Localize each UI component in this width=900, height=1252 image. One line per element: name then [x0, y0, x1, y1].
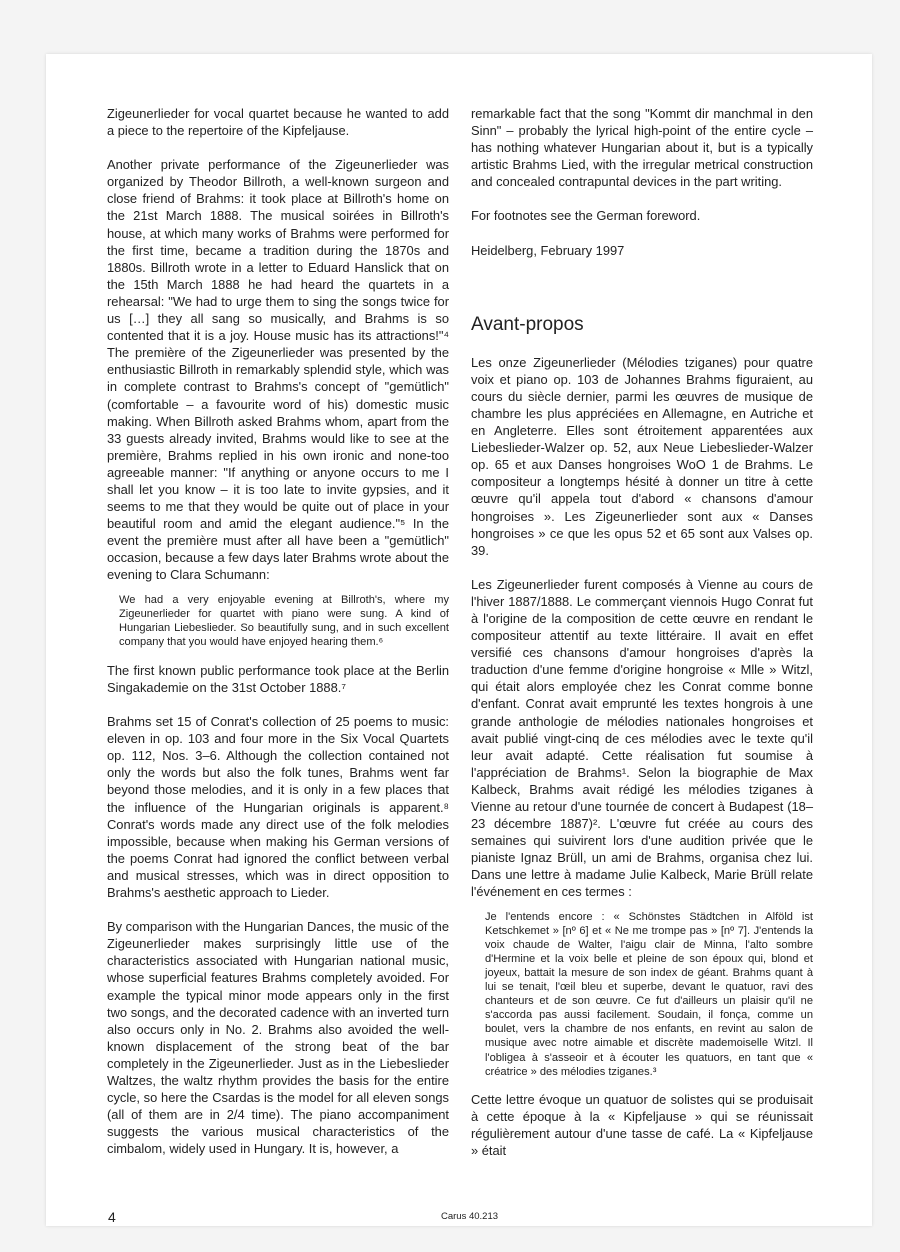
- section-heading: Avant-propos: [471, 313, 584, 335]
- catalog-number: Carus 40.213: [441, 1211, 499, 1222]
- right-paragraph-5: Les Zigeunerlieder furent composés à Vienne au cours de l'hiver 1887/1888. Le commerçant viennois Hugo Conrat fut à l'origine de la composition de cette œuvre en rendant le compositeur attentif au texte littéraire. Il avait en effet versifié ces chansons d'amour hongroises d'après la traduction d'une femme d'origine hongroise « Mlle » Witzl, qui était alors employée chez les Conrat comme bonne d'enfant. Conrat avait emprunté les textes hongrois à une grande anthologie de mélodies nationales hongroises et avait publié vingt-cinq de ces mélodies avec le texte qu'il leur avait adapté. Cette réalisation fut soumise à l'appréciation de Brahms¹. Selon la biographie de Max Kalbeck, Brahms avait rédigé les mélodies tziganes à Vienne au retour d'une tournée de concert à Budapest (18–23 décembre 1887)². L'œuvre fut créée au cours des semaines qui suivirent lors d'une audition privée que le pianiste Ignaz Brüll, un ami de Brahms, organisa chez lui. Dans une lettre à madame Julie Kalbeck, Marie Brüll relate l'événement en ces termes :: [471, 576, 813, 900]
- right-paragraph-1: remarkable fact that the song "Kommt dir manchmal in den Sinn" – probably the lyrical high-point of the entire cycle – has nothing whatever Hungarian about it, but is a typically artistic Brahms Lied, with the irregular metrical construction and concealed contrapuntal devices in the part writing.: [471, 106, 813, 190]
- page-number: 4: [108, 1209, 116, 1225]
- right-paragraph-6: Cette lettre évoque un quatuor de solistes qui se produisait à cette époque à la « Kipfeljause » qui se réunissait régulièrement autour d'une tasse de café. La « Kipfeljause » était: [471, 1091, 813, 1158]
- footnote-reference: For footnotes see the German foreword.: [471, 208, 701, 224]
- right-paragraph-4: Les onze Zigeunerlieder (Mélodies tziganes) pour quatre voix et piano op. 103 de Johannes Brahms figuraient, au cours du siècle dernier, parmi les œuvres de musique de chambre les plus appréciées en Allemagne, en Autriche et en Angleterre. Elles sont étroitement apparentées aux Liebeslieder-Walzer op. 52, aux Neue Liebeslieder-Walzer op. 65 et aux Danses hongroises WoO 1 de Brahms. Le compositeur a longtemps hésité à donner un titre à cette œuvre qu'il appela tout d'abord « chansons d'amour hongroises ». Les Zigeunerlieder sont aux « Danses hongroises » ce que les opus 52 et 65 sont aux Valses op. 39.: [471, 354, 813, 558]
- left-paragraph-2: Another private performance of the Zigeunerlieder was organized by Theodor Billroth, a well-known surgeon and close friend of Brahms: it took place at Billroth's home on the 21st March 1888. The musical soirées in Billroth's house, at which many works of Brahms were performed for the first time, became a tradition during the 1870s and 1880s. Billroth wrote in a letter to Eduard Hanslick that on the 15th March 1888 he had heard the quartets in a rehearsal: "We had to urge them to sing the songs twice for us […] they all sang so musically, and Brahms is so contented that it is a joy. House music has its attractions!"⁴ The première of the Zigeunerlieder was presented by the enthusiastic Billroth in remarkably splendid style, which was in complete contrast to Brahms's concept of "gemütlich" (comfortable – a favourite word of his) domestic music making. When Billroth asked Brahms whom, apart from the 33 guests already invited, Brahms would like to see at the première, Brahms replied in his own ironic and none-too agreeable manner: "If anything or anyone occurs to me I shall let you know – it is too late to invite gypsies, and it seems to me that they would be quite out of place in your beautiful room and amid the elegant audience."⁵ In the event the première must after all have been a "gemütlich" occasion, because a few days later Brahms wrote about the evening to Clara Schumann:: [107, 157, 449, 583]
- left-paragraph-1: Zigeunerlieder for vocal quartet because he wanted to add a piece to the repertoire of the Kipfeljause.: [107, 106, 449, 139]
- date-line: Heidelberg, February 1997: [471, 242, 625, 258]
- left-paragraph-3: The first known public performance took place at the Berlin Singakademie on the 31st October 1888.⁷: [107, 662, 449, 695]
- left-column: [107, 105, 449, 1174]
- document-page: [46, 54, 872, 1226]
- left-paragraph-4: Brahms set 15 of Conrat's collection of 25 poems to music: eleven in op. 103 and four more in the Six Vocal Quartets op. 112, Nos. 3–6. Although the collection contained not only the words but also the folk tunes, Brahms went far beyond those melodies, and it is only in a few places that the influence of the Hungarian originals is apparent.⁸ Conrat's words made any direct use of the folk melodies impossible, because when making his German versions of the poems Conrat had ignored the conflict between verbal and musical stresses, which was in direct opposition to Brahms's aesthetic approach to Lieder.: [107, 714, 449, 901]
- left-paragraph-5: By comparison with the Hungarian Dances, the music of the Zigeunerlieder makes surprisingly little use of the characteristics associated with Hungarian national music, whose superficial features Brahms completely avoided. For example the typical minor mode appears only in the first two songs, and the decorated cadence with an inverted turn also occurs only in No. 2. Brahms also avoided the well-known displacement of the strong beat of the bar completely in the Zigeunerlieder. Just as in the Liebeslieder Waltzes, the waltz rhythm provides the basis for the entire cycle, so here the Csardas is the model for all eleven songs (all of them are in 2/4 time). The piano accompaniment suggests the various musical characteristics of the cimbalom, widely used in Hungary. It is, however, a: [107, 919, 449, 1157]
- right-block-quote: Je l'entends encore : « Schönstes Städtchen in Alföld ist Ketschkemet » [nº 6] et « Ne me trompe pas » [nº 7]. J'entends la voix chaude de Walter, l'aigu clair de Minna, l'alto sombre d'Hermine et la voix belle et pleine de son époux qui, blond et joyeux, battait la mesure de son index de géant. Brahms quant à lui se tenait, l'œil bleu et superbe, devant le quatuor, ravi des chanteurs et de son œuvre. Ce fut d'ailleurs un plaisir qu'il ne s'accorda pas aussi facilement. Soudain, il fonça, comme un boulet, vers la chambre de nos enfants, en revint au salon de musique avec notre aimable et discrète mademoiselle Witzl. Il l'obligea à s'asseoir et à écouter les quatuors, en tant que « créatrice » des mélodies tziganes.³: [485, 910, 813, 1078]
- left-block-quote: We had a very enjoyable evening at Billroth's, where my Zigeunerlieder for quartet with piano were sung. A kind of Hungarian Liebeslieder. So beautifully sung, and in such excellent company that you would have enjoyed hearing them.⁶: [119, 593, 449, 648]
- right-column: [471, 105, 813, 1176]
